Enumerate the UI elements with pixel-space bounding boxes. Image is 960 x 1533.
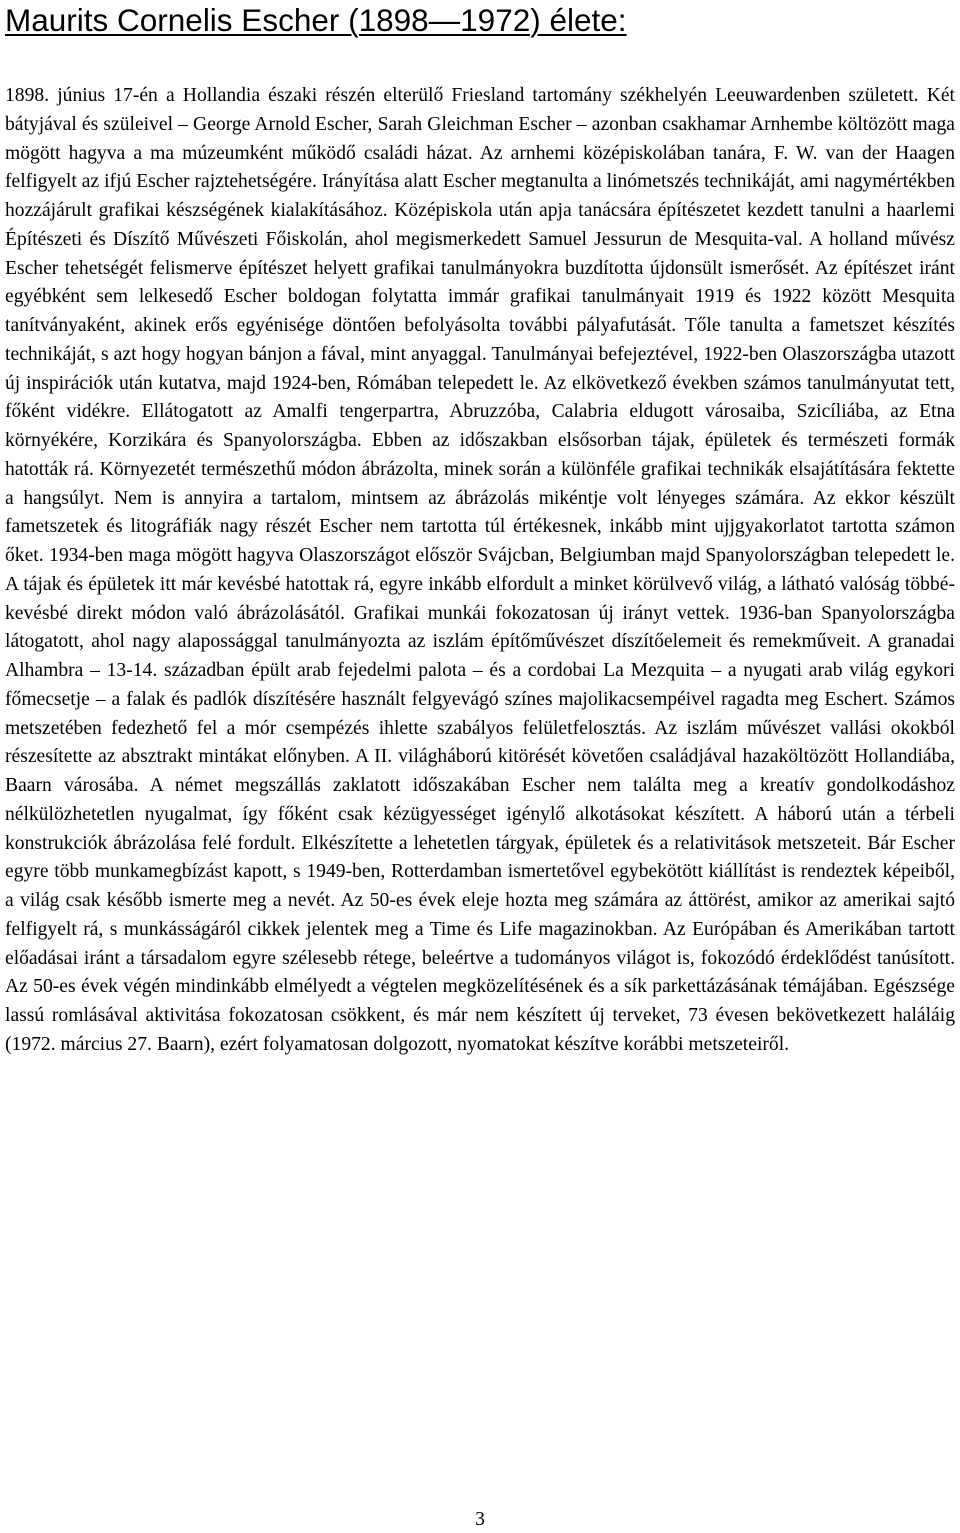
page-number: 3 xyxy=(475,1509,485,1530)
biography-paragraph: 1898. június 17-én a Hollandia északi részén elterülő Friesland tartomány székhelyén Leeuwardenben született. Két bátyjával és szüleivel – George Arnold Escher, Sarah Gleichman Escher – azonban csakhamar Arnhembe költözött maga mögött hagyva a ma múzeumként működő családi házat. Az arnhemi középiskolában tanára, F. W. van der Haagen felfigyelt az ifjú Escher rajztehetségére. Irányítása alatt Escher megtanulta a linómetszés technikáját, ami nagymértékben hozzájárult grafikai készségének kialakításához. Középiskola után apja tanácsára építészetet kezdett tanulni a haarlemi Építészeti és Díszítő Művészeti Főiskolán, ahol megismerkedett Samuel Jessurun de Mesquita-val. A holland művész Escher tehetségét felismerve építészet helyett grafikai tanulmányokra buzdította újdonsült ismerősét. Az építészet iránt egyébként sem lelkesedő Escher boldogan folytatta immár grafikai tanulmányait 1919 és 1922 között Mesquita tanítványaként, akinek erős egyénisége döntően befolyásolta további pályafutását. Tőle tanulta a fametszet készítés technikáját, s azt hogy hogyan bánjon a fával, mint anyaggal. Tanulmányai befejeztével, 1922-ben Olaszországba utazott új inspirációk után kutatva, majd 1924-ben, Rómában telepedett le. Az elkövetkező években számos tanulmányutat tett, főként vidékre. Ellátogatott az Amalfi tengerpartra, Abruzzóba, Calabria eldugott városaiba, Szicíliába, az Etna környékére, Korzikára és Spanyolországba. Ebben az időszakban elsősorban tájak, épületek és természeti formák hatották rá. Környezetét természethű módon ábrázolta, minek során a különféle grafikai technikák elsajátítására fektette a hangsúlyt. Nem is annyira a tartalom, mintsem az ábrázolás mikéntje volt lényeges számára. Az ekkor készült fametszetek és litográfiák nagy részét Escher nem tartotta túl értékesnek, inkább mint ujjgyakorlatot tartotta számon őket. 1934-ben maga mögött hagyva Olaszországot először Svájcban, Belgiumban majd Spanyolországban telepedett le. A tájak és épületek itt már kevésbé hatottak rá, egyre inkább elfordult a minket körülvevő világ, a látható valóság többé-kevésbé direkt módon való ábrázolásától. Grafikai munkái fokozatosan új irányt vettek. 1936-ban Spanyolországba látogatott, ahol nagy alapossággal tanulmányozta az iszlám építőművészet díszítőelemeit és remekműveit. A granadai Alhambra – 13-14. században épült arab fejedelmi palota – és a cordobai La Mezquita – a nyugati arab világ egykori főmecsetje – a falak és padlók díszítésére használt felgyevágó színes majolikacsempéivel ragadta meg Eschert. Számos metszetében fedezhető fel a mór csempézés ihlette szabályos felületfelosztás. Az iszlám művészet vallási okokból részesítette az absztrakt mintákat előnyben. A II. világháború kitörését követően családjával hazaköltözött Hollandiába, Baarn városába. A német megszállás zaklatott időszakában Escher nem találta meg a kreatív gondolkodáshoz nélkülözhetetlen nyugalmat, így főként csak kézügyességet igénylő alkotásokat készített. A háború után a térbeli konstrukciók ábrázolása felé fordult. Elkészítette a lehetetlen tárgyak, épületek és a relativitások metszeteit. Bár Escher egyre több munkamegbízást kapott, s 1949-ben, Rotterdamban ismertetővel egybekötött kiállítást is rendeztek képeiből, a világ csak később ismerte meg a nevét. Az 50-es évek eleje hozta meg számára az áttörést, amikor az amerikai sajtó felfigyelt rá, s munkásságáról cikkek jelentek meg a Time és Life magazinokban. Az Európában és Amerikában tartott előadásai iránt a társadalom egyre szélesebb rétege, beleértve a tudományos világot is, fokozódó érdeklődést tanúsított. Az 50-es évek végén mindinkább elmélyedt a végtelen megközelítésének és a sík parkettázásának témájában. Egészsége lassú romlásával aktivitása fokozatosan csökkent, és már nem készített új terveket, 73 évesen bekövetkezett haláláig (1972. március 27. Baarn), ezért folyamatosan dolgozott, nyomatokat készítve korábbi metszeteiről. xyxy=(5,85,955,1055)
page-title: Maurits Cornelis Escher (1898—1972) élete: xyxy=(5,2,627,38)
